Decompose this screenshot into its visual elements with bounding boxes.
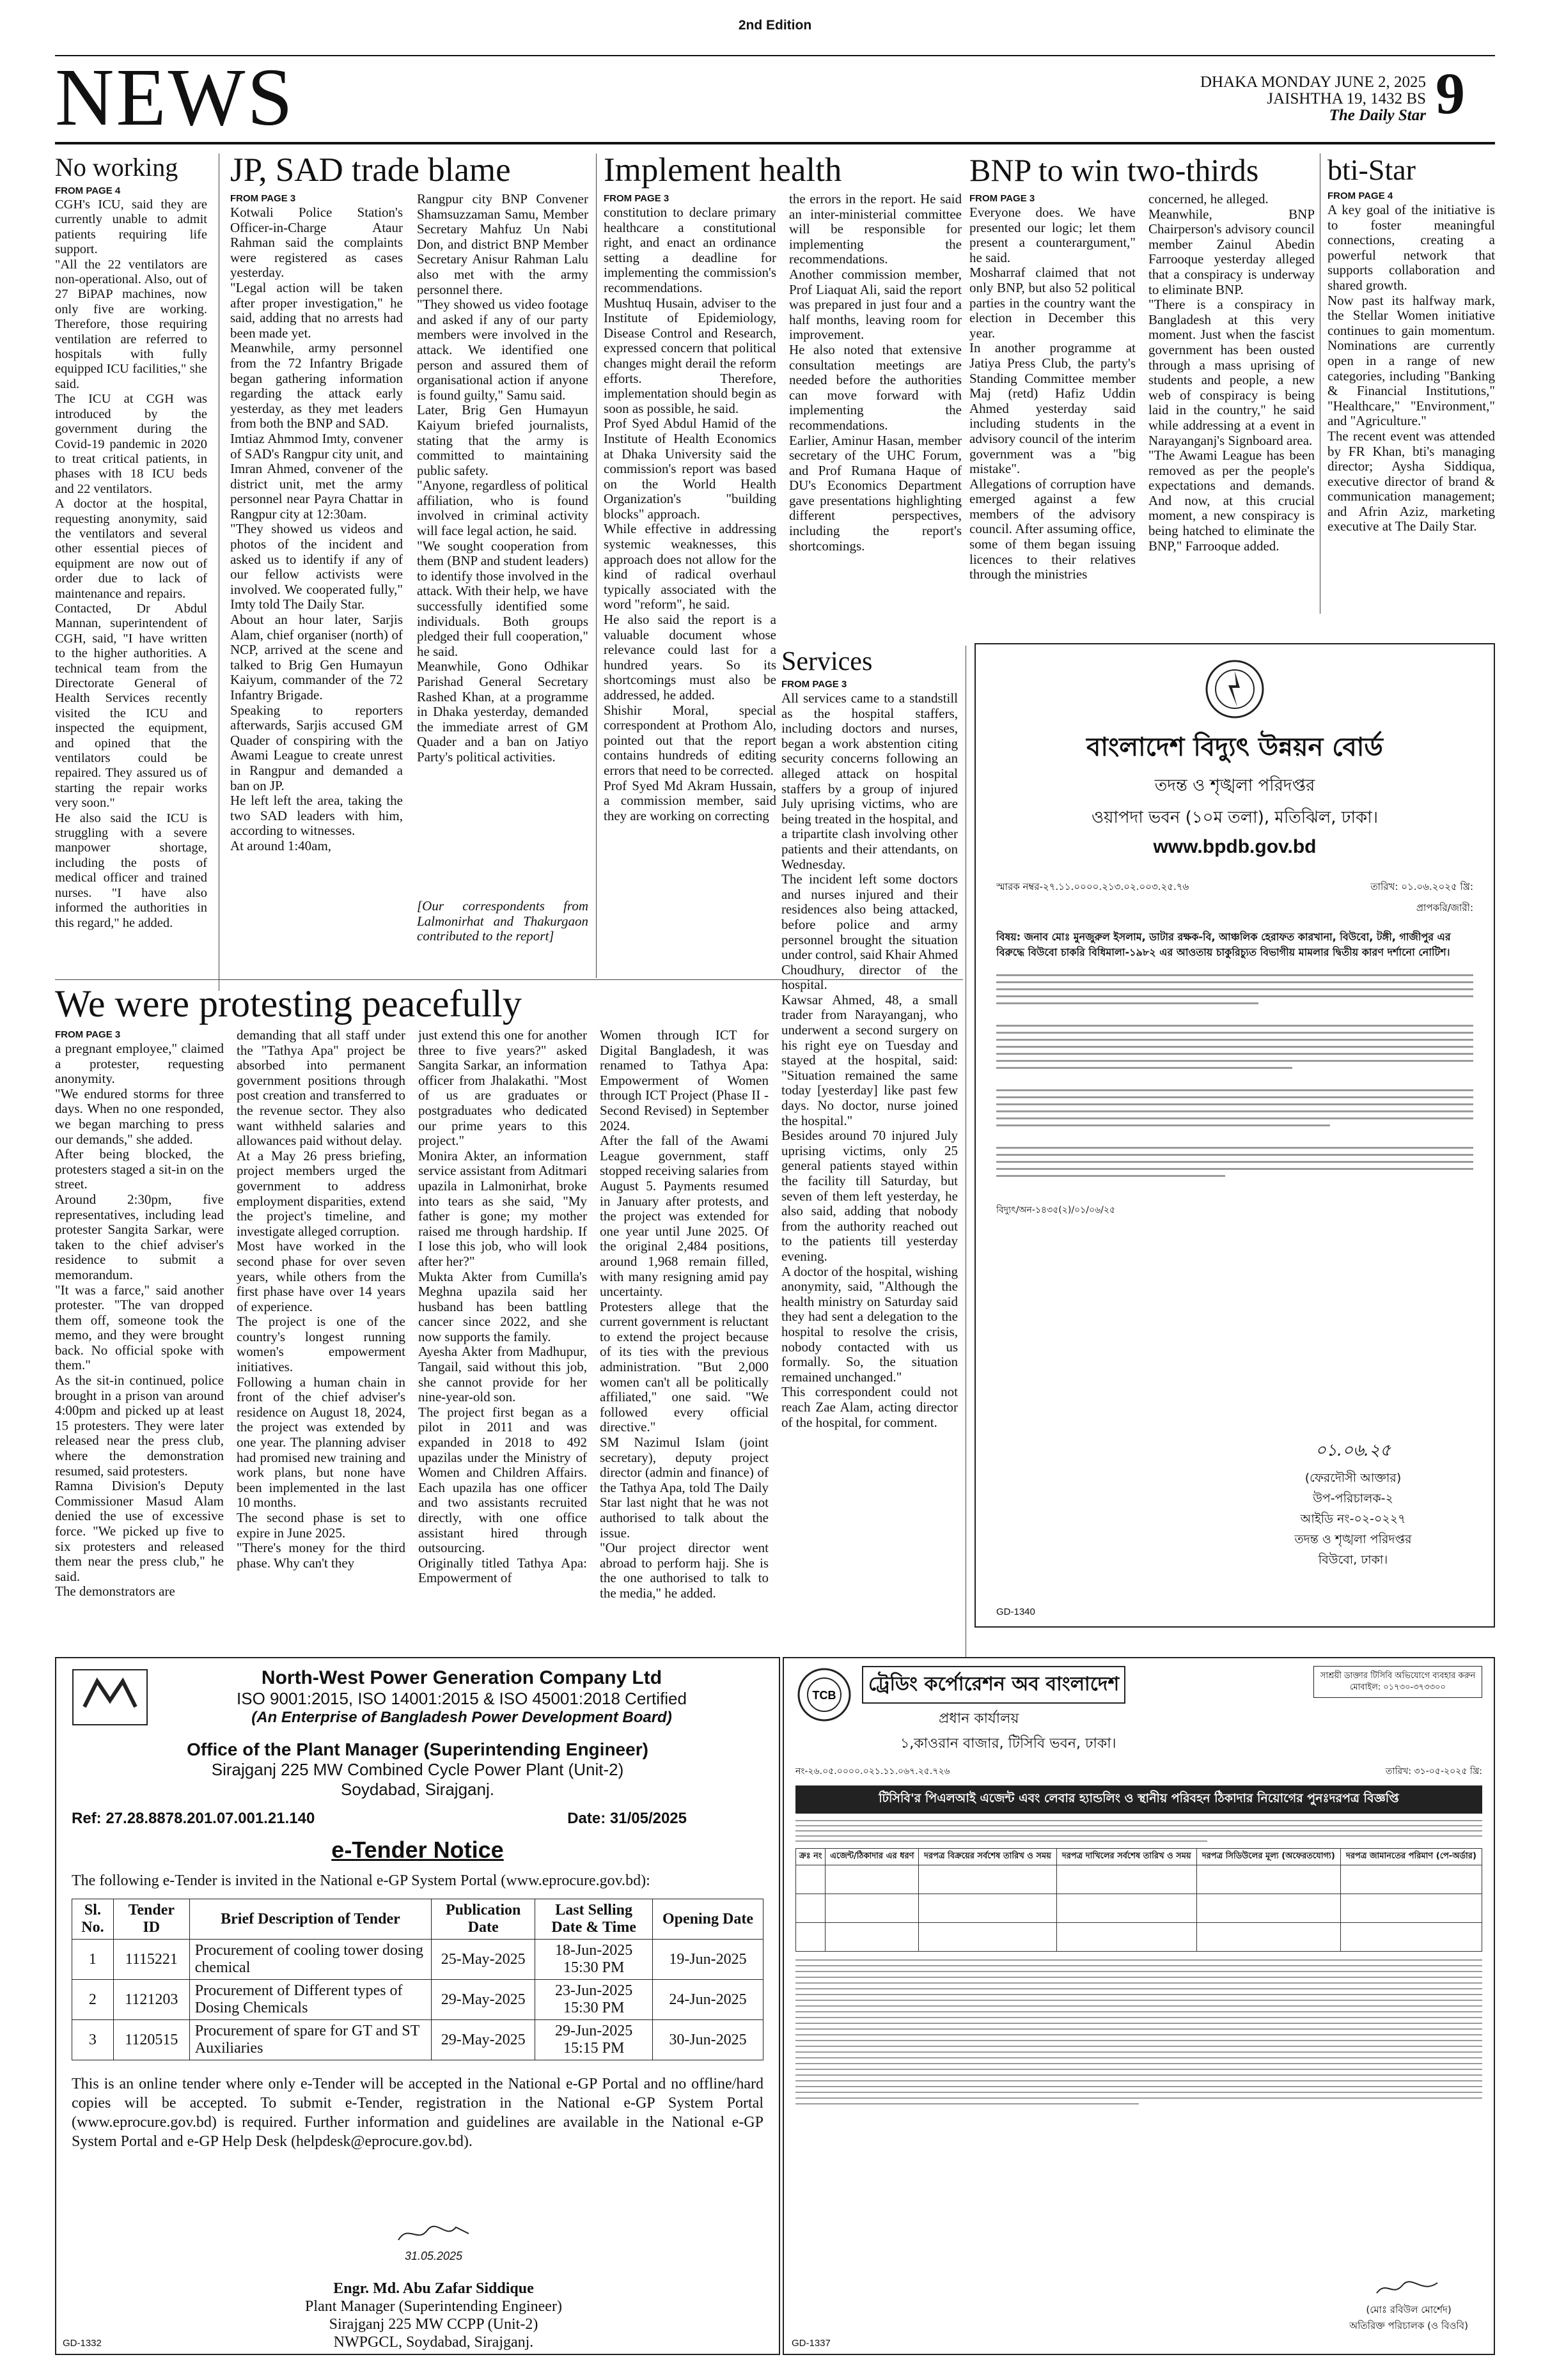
headline: No working: [55, 153, 178, 182]
text-line: [996, 1161, 1473, 1163]
article-no-working: [55, 151, 207, 1067]
article-body-col1: Kotwali Police Station's Officer-in-Charge Ataur Rahman said the complaints were registered as cases yesterday. "Legal action will be taken after proper investigation," he said, adding that no arrests had been made yet. Meanwhile, army personnel from the 72 Infantry Brigade began gathering information regarding the attack early yesterday, as they met leaders from both the BNP and SAD. Imtiaz Ahmmod Imty, convener of SAD's Rangpur city unit, and Imran Ahmed, convener of the district unit, met the army personnel near Payra Chattar in Rangpur city at 12:30am. "They showed us videos and photos of the incident and asked us to identify if any of our fellow activists were involved. We cooperated fully," Imty told The Daily Star. About an hour later, Sarjis Alam, chief organiser (north) of NCP, arrived at the scene and talked to Brig Gen Humayun Kaiyum, commander of the 72 Infantry Brigade. Speaking to reporters afterwards, Sarjis accused GM Quader of conspiring with the Awami League to create unrest in Rangpur and demanded a ban on JP. He left left the area, taking the two SAD leaders with him, according to witnesses. At around 1:40am,: [230, 205, 403, 853]
text-line: [996, 1067, 1292, 1069]
table-row: [72, 1980, 763, 2020]
headline: JP, SAD trade blame: [230, 152, 511, 189]
article-jp-sad: [230, 151, 588, 988]
website-link[interactable]: www.bpdb.gov.bd: [1153, 836, 1317, 857]
cell: 29-May-2025: [432, 1980, 535, 2020]
text-line: [795, 2017, 1482, 2018]
ad-code: GD-1340: [996, 1606, 1035, 1617]
svg-text:TCB: TCB: [812, 1689, 836, 1702]
cell: Procurement of cooling tower dosing chemical: [189, 1940, 431, 1980]
text-line: [795, 2046, 1482, 2047]
article-body-col2: the errors in the report. He said an inter-ministerial committee will be responsible for implementing the recommendations. Another commission member, Prof Liaquat Ali, said the report was prepared in just four and a half months, leaving room for improvement. He also noted that extensive consultation meetings are needed before the authorities can move forward with implementing the recommendations. Earlier, Aminur Hasan, member secretary of the UHC Forum, and Prof Rumana Haque of DU's Economics Department gave presentations highlighting different perspectives, including the report's shortcomings.: [789, 192, 962, 554]
article-body-col1: a pregnant employee," claimed a protester, requesting anonymity. "We endured storms for three days. When no one responded, we began marching to press our demands," she added. After being blocked, the protesters staged a sit-in on the street. Around 2:30pm, five representatives, including lead protester Sangita Sarkar, were taken to the chief adviser's residence to submit a memorandum. "It was a farce," said another protester. "The van dropped them off, someone took the memo, and they were brought back. No official spoke with them." As the sit-in continued, police brought in a prison van around 4:00pm and picked up at least 15 protesters. They were later released near the press club, where the demonstration resumed, said protesters. Ramna Division's Deputy Commissioner Masud Alam denied the use of excessive force. "We picked up five to six protesters and released them near the press club," he said. The demonstrators are: [55, 1041, 224, 1599]
text-line: [795, 1977, 1482, 1978]
signer-id: আইডি নং-০২-০২২৭: [1300, 1512, 1406, 1526]
address: ১,কাওরান বাজার, টিসিবি ভবন, ঢাকা।: [900, 1736, 1116, 1752]
tender-table: [72, 1899, 763, 2060]
engineer-block: [248, 2280, 619, 2351]
tender-footer-note: This is an online tender where only e-Tender will be accepted in the National e-GP Portal and no offline/hard copies will be accepted. To submit e-Tender, registration in the National e-GP System Portal (www.eprocure.gov.bd) is required. Further information and guidelines are available in the National e-GP System Portal and e-GP Help Desk (helpdesk@eprocure.gov.bd).: [72, 2076, 763, 2150]
text-line: [996, 1046, 1473, 1048]
signature-scribble-icon: [1374, 2278, 1444, 2299]
text-line: [795, 1825, 1482, 1826]
text-line: [795, 1988, 1482, 1989]
jump-label: FROM PAGE 4: [55, 185, 121, 196]
text-line: [996, 1032, 1473, 1034]
cell: 1: [72, 1940, 114, 1980]
col-header: Publication Date: [432, 1899, 535, 1940]
cell: 25-May-2025: [432, 1940, 535, 1980]
engineer-plant: Sirajganj 225 MW CCPP (Unit-2): [329, 2316, 538, 2333]
text-line: [795, 2103, 1139, 2104]
text-line: [795, 2028, 1482, 2030]
text-line: [795, 1835, 1482, 1837]
signer-title: অতিরিক্ত পরিচালক (ও বিওবি): [1349, 2320, 1468, 2331]
article-credit: [Our correspondents from Lalmonirhat and Thakurgaon contributed to the report]: [417, 898, 588, 944]
cell: 1115221: [113, 1940, 189, 1980]
text-line: [996, 1117, 1473, 1119]
notice-terms-lines: [795, 1959, 1482, 2104]
col-header: Sl. No.: [72, 1899, 114, 1940]
office-name: প্রধান কার্যালয়: [939, 1711, 1019, 1727]
signature-mark: [357, 2221, 510, 2263]
notice-intro-lines: [795, 1820, 1482, 1842]
col-header: Brief Description of Tender: [189, 1899, 431, 1940]
iso-certification: ISO 9001:2015, ISO 14001:2015 & ISO 45001:2018 Certified: [237, 1689, 687, 1708]
text-line: [996, 1039, 1473, 1041]
cell: 1121203: [113, 1980, 189, 2020]
cell: 23-Jun-2025 15:30 PM: [535, 1980, 653, 2020]
ad-code: GD-1332: [63, 2338, 102, 2349]
text-line: [795, 1820, 1482, 1821]
edition-label: 2nd Edition: [738, 18, 812, 33]
jump-label: FROM PAGE 3: [969, 193, 1035, 204]
signature-date: ০১.০৬.২৫: [1315, 1441, 1391, 1460]
col-header: ক্রঃ নং: [796, 1849, 826, 1865]
text-line: [996, 1175, 1225, 1177]
memo-number: নং-২৬.০৫.০০০০.০২১.১১.০৬৭.২৫.৭২৬: [795, 1766, 950, 1777]
nwpgcl-tender-ad: [55, 1657, 780, 2355]
cell: 29-May-2025: [432, 2020, 535, 2060]
signature-block: [1257, 1437, 1449, 1571]
signer-name: (ফেরদৌসী আক্তার): [1304, 1471, 1402, 1485]
text-line: [996, 995, 1473, 997]
nwpgcl-logo-icon: [72, 1668, 148, 1726]
article-body-col3: just extend this one for another three to five years?" asked Sangita Sarkar, an information officer from Jhalakathi. "Most of us are graduates or postgraduates who dedicated our prime years to this project." Monira Akter, an information service assistant from Aditmari upazila in Lalmonirhat, broke into tears as she said, "My father is gone; my mother raised me through hardship. If I lose this job, who will look after her?" Mukta Akter from Cumilla's Meghna upazila said her husband has been battling cancer since 2022, and she now supports the family. Ayesha Akter from Madhupur, Tangail, said without this job, she cannot provide for her nine-year-old son. The project first began as a pilot in 2011 and was expanded in 2018 to 492 upazilas under the Ministry of Women and Children Affairs. Each upazila has one officer and two assistants recruited directly, with one office assistant hired through outsourcing. Originally titled Tathya Apa: Empowerment of: [418, 1028, 587, 1586]
text-line: [795, 1830, 1482, 1832]
memo-date: তারিখ: ০১.০৬.২০২৫ খ্রি:: [1370, 881, 1473, 892]
table-row: [72, 2020, 763, 2060]
table-header-row: [796, 1849, 1482, 1865]
text-line: [996, 1147, 1473, 1149]
column-divider: [596, 153, 597, 978]
header-rule-bottom: [55, 142, 1495, 144]
col-header: দরপত্র সিডিউলের মূল্য (অফেরতযোগ্য): [1196, 1849, 1340, 1865]
tcb-logo-icon: [795, 1666, 853, 1723]
text-line: [996, 1168, 1473, 1170]
cell: 3: [72, 2020, 114, 2060]
text-line: [996, 1103, 1473, 1105]
jump-label: FROM PAGE 3: [781, 679, 847, 690]
engineer-title: Plant Manager (Superintending Engineer): [305, 2298, 562, 2315]
cell: 30-Jun-2025: [653, 2020, 763, 2060]
headline: bti-Star: [1327, 153, 1416, 186]
text-line: [795, 2011, 1482, 2012]
address: ওয়াপদা ভবন (১০ম তলা), মতিঝিল, ঢাকা।: [1091, 808, 1379, 827]
headline: Implement health: [604, 152, 842, 189]
text-line: [795, 2069, 1482, 2070]
notice-subject: বিষয়: জনাব মোঃ মুনজুরুল ইসলাম, ডাটার রক্ষক-বি, আঞ্চলিক হেরাফত কারখানা, বিউবো, টঙ্গী, গাজীপুর এর বিরুদ্ধে বিউবো চাকরি বিধিমালা-১৯৮২ এর আওতায় চাকুরিচ্যুত বিভাগীয় মামলার দ্বিতীয় কারণ দর্শানো নোটিশ।: [996, 931, 1451, 958]
signature-scribble-icon: [395, 2221, 472, 2246]
tender-intro: The following e-Tender is invited in the National e-GP System Portal (www.eprocure.gov.bd):: [72, 1872, 650, 1889]
text-line: [795, 2005, 1482, 2007]
text-line: [996, 988, 1473, 990]
article-protesting: [55, 982, 959, 1655]
text-line: [795, 1994, 1482, 1995]
text-line: [996, 1002, 1258, 1004]
enterprise-note: (An Enterprise of Bangladesh Power Development Board): [251, 1709, 672, 1726]
memo-number: স্মারক নম্বর-২৭.১১.০০০০.২১৩.০২.০০৩.২৫.৭৬: [996, 881, 1189, 892]
text-line: [795, 2080, 1482, 2081]
text-line: [795, 1965, 1482, 1966]
tcb-tender-table: [795, 1848, 1482, 1952]
text-line: [795, 2000, 1482, 2001]
text-line: [795, 2040, 1482, 2041]
text-line: [996, 1089, 1473, 1091]
table-row: [796, 1894, 1482, 1923]
col-header: Tender ID: [113, 1899, 189, 1940]
cell: 29-Jun-2025 15:15 PM: [535, 2020, 653, 2060]
tcb-notice-ad: [783, 1657, 1495, 2355]
cell: 1120515: [113, 2020, 189, 2060]
signer-name: (মোঃ রবিউল মোর্শেদ): [1366, 2304, 1452, 2315]
org-name: ট্রেডিং কর্পোরেশন অব বাংলাদেশ: [862, 1666, 1125, 1704]
col-header: দরপত্র দাখিলের সর্বশেষ তারিখ ও সময়: [1056, 1849, 1196, 1865]
bpdb-logo-icon: [1204, 658, 1265, 720]
engineer-org: NWPGCL, Soydabad, Sirajganj.: [333, 2334, 534, 2351]
signer-title: উপ-পরিচালক-২: [1313, 1491, 1393, 1505]
company-name: North-West Power Generation Company Ltd: [261, 1667, 662, 1688]
headline: We were protesting peacefully: [55, 983, 522, 1025]
col-header: Opening Date: [653, 1899, 763, 1940]
cell: 24-Jun-2025: [653, 1980, 763, 2020]
memo-date: তারিখ: ৩১-০৫-২০২৫ খ্রি:: [1385, 1766, 1482, 1777]
text-line: [996, 1110, 1473, 1112]
text-line: [795, 2074, 1482, 2076]
text-line: [996, 1060, 1473, 1062]
cell: 2: [72, 1980, 114, 2020]
text-line: [996, 1124, 1330, 1126]
paper-name: The Daily Star: [1329, 107, 1426, 124]
article-body-col2: demanding that all staff under the "Tathya Apa" project be absorbed into permanent government positions through post creation and transferred to the revenue sector. They also want withheld salaries and allowances paid without delay. At a May 26 press briefing, project members urged the government to address employment disparities, extend the project's timeline, and investigate alleged corruption. Most have worked in the second phase for over seven years, while others from the first phase have over 14 years of experience. The project is one of the country's longest running women's empowerment initiatives. Following a human chain in front of the chief adviser's residence on August 18, 2024, the project was extended by one year. The planning adviser had promised new training and work plans, but none have been implemented in the last 10 months. The second phase is set to expire in June 2025. "There's money for the third phase. Why can't they: [237, 1028, 405, 1571]
text-line: [795, 2057, 1482, 2058]
table-header-row: [72, 1899, 763, 1940]
table-row: [796, 1923, 1482, 1952]
signature-reference: বিদ্যুৎ/অন-১৪৩৫(২)/০১/০৬/২৫: [996, 1205, 1116, 1215]
cell: 18-Jun-2025 15:30 PM: [535, 1940, 653, 1980]
jump-label: FROM PAGE 4: [1327, 191, 1393, 201]
article-bti-star: [1327, 151, 1495, 612]
office-name: Office of the Plant Manager (Superintending Engineer): [187, 1739, 648, 1759]
engineer-name: Engr. Md. Abu Zafar Siddique: [333, 2280, 534, 2297]
text-line: [795, 2063, 1482, 2064]
text-line: [996, 981, 1473, 983]
tender-date: Date: 31/05/2025: [567, 1810, 687, 1827]
table-row: [796, 1865, 1482, 1894]
cell: 19-Jun-2025: [653, 1940, 763, 1980]
ad-code: GD-1337: [792, 2338, 831, 2349]
signer-organization: বিউবো, ঢাকা।: [1318, 1553, 1388, 1567]
org-name: বাংলাদেশ বিদ্যুৎ উন্নয়ন বোর্ড: [1086, 733, 1383, 762]
date-line: DHAKA MONDAY JUNE 2, 2025: [1200, 74, 1426, 91]
text-line: [795, 1982, 1482, 1984]
jump-label: FROM PAGE 3: [604, 193, 669, 204]
helpline-box: সাশ্রয়ী ডাক্তার টিসিবি অভিযোগে ব্যবহার করুন মোবাইল: ০১৭৩০-৩৭৩৩০০: [1313, 1666, 1482, 1698]
page-number: 9: [1436, 61, 1465, 126]
table-row: [72, 1940, 763, 1980]
text-line: [996, 1025, 1473, 1027]
col-header: Last Selling Date & Time: [535, 1899, 653, 1940]
article-body: All services came to a standstill as the hospital staffers, including doctors and nurses, began a work abstention citing security concerns following an alleged attack on hospital staffers by a group of injured July uprising victims, who are being treated in the hospital, and a tripartite clash involving other patients and their attendants, on Wednesday. The incident left some doctors and nurses injured and their residences also being attacked, before police and army personnel brought the situation under control, said Khair Ahmed Choudhury, director of the hospital. Kawsar Ahmed, 48, a small trader from Narayanganj, who underwent a second surgery on his right eye on Tuesday and stayed at the hospital, said: "Situation remained the same today [yesterday] like past few days. No doctor, nurse joined the hospital." Besides around 70 injured July uprising victims, only 25 general patients stayed within the facility till Saturday, but seven of them left yesterday, he also said, adding that nobody from the authority reached out to the patients till yesterday evening. A doctor of the hospital, wishing anonymity, said, "Although the health ministry on Saturday said they had sent a delegation to the hospital to resolve the crisis, nobody contacted with us formally. So, the situation remained unchanged." This correspondent could not reach Zae Alam, acting director of the hospital, for comment.: [781, 691, 958, 1430]
article-body: CGH's ICU, said they are currently unable to admit patients requiring life support. "All the 22 ventilators are non-operational. Also, out of 27 BiPAP machines, now only five are working. Therefore, those requiring ventilation are referred to hospitals with fully equipped ICU facilities," she said. The ICU at CGH was introduced by the government during the Covid-19 pandemic in 2020 to treat critical patients, in phases with 18 ICU beds and 22 ventilators. A doctor at the hospital, requesting anonymity, said the ventilators and several other essential pieces of equipment are now out of order due to lack of maintenance and repairs. Contacted, Dr Abdul Mannan, superintendent of CGH, said, "I have written to the higher authorities. A technical team from the Directorate General of Health Services recently visited the ICU and inspected the equipment, and opined that the ventilators could be repaired. They assured us of starting the repair works very soon." He also said the ICU is struggling with a severe manpower shortage, including the posts of medical officer and trained nurses. "I have also informed the authorities in this regard," he added.: [55, 198, 207, 930]
text-line: [996, 1154, 1473, 1156]
tender-heading: e-Tender Notice: [331, 1837, 504, 1863]
signature-date: 31.05.2025: [404, 2250, 463, 2262]
signer-department: তদন্ত ও শৃঙ্খলা পরিদপ্তর: [1294, 1532, 1412, 1546]
article-body-col2: concerned, he alleged. Meanwhile, BNP Chairperson's advisory council member Zainul Abedin Farrooque yesterday alleged that a conspiracy is underway to eliminate BNP. "There is a conspiracy in Bangladesh at this very moment. Just when the fascist government has been ousted through a mass uprising of students and people, a new web of conspiracy is being laid in the country," he said while addressing at a event in Narayanganj's Signboard area. "The Awami League has been removed as per the people's expectations and demands. And now, at this crucial moment, a new conspiracy is being hatched to eliminate the BNP," Farrooque added.: [1148, 192, 1315, 554]
text-line: [795, 1971, 1482, 1972]
cell: Procurement of Different types of Dosing Chemicals: [189, 1980, 431, 2020]
reference-number: Ref: 27.28.8878.201.07.001.21.140: [72, 1810, 315, 1827]
text-line: [795, 2023, 1482, 2024]
department: তদন্ত ও শৃঙ্খলা পরিদপ্তর: [1154, 776, 1315, 795]
text-line: [795, 2092, 1482, 2093]
plant-location: Soydabad, Sirajganj.: [341, 1780, 494, 1799]
recipient-note: প্রাপকরি/জারী:: [1416, 902, 1473, 914]
headline: BNP to win two-thirds: [969, 152, 1259, 188]
section-masthead: NEWS: [55, 52, 295, 143]
jump-label: FROM PAGE 3: [55, 1029, 121, 1040]
col-header: দরপত্র জামানতের পরিমাণ (পে-অর্ডার): [1340, 1849, 1482, 1865]
plant-name: Sirajganj 225 MW Combined Cycle Power Plant (Unit-2): [211, 1760, 624, 1779]
text-line: [795, 2034, 1482, 2035]
article-bnp: [969, 151, 1315, 639]
article-body-col2: Rangpur city BNP Convener Shamsuzzaman Samu, Member Secretary Mahfuz Un Nabi Don, and district BNP Member Secretary Anisur Rahman Lalu also met with the army personnel there. "They showed us video footage and asked if any of our party members were involved in the attack. We identified one person and assured them of organisational action if anyone is found guilty," Samu said. Later, Brig Gen Humayun Kaiyum briefed journalists, stating that the army is committed to maintaining public safety. "Anyone, regardless of political affiliation, who is found involved in criminal activity will face legal action, he said. "We sought cooperation from them (BNP and student leaders) to identify those involved in the attack. With their help, we have successfully identified some individuals. Both groups pledged their full cooperation," he said. Meanwhile, Gono Odhikar Parishad General Secretary Rashed Khan, at a programme in Dhaka yesterday, demanded the immediate arrest of GM Quader and a ban on Jatiyo Party's political activities.: [417, 192, 588, 765]
text-line: [795, 2086, 1482, 2087]
section-rule: [55, 979, 963, 980]
text-line: [795, 1959, 1482, 1961]
text-line: [996, 1053, 1473, 1055]
col-header: এজেন্ট/ঠিকাদার এর ধরণ: [826, 1849, 919, 1865]
text-line: [795, 1840, 1207, 1842]
bangla-date: JAISHTHA 19, 1432 BS: [1267, 90, 1426, 107]
article-body-col1: Everyone does. We have presented our logic; let them present a counterargument," he said. Mosharraf claimed that not only BNP, but also 52 political parties in the country want the election in December this year. In another programme at Jatiya Press Club, the party's Standing Committee member Maj (retd) Hafiz Uddin Ahmed yesterday said including students in the advisory council of the interim government was a "big mistake". Allegations of corruption have emerged against a few members of the advisory council. After assuming office, some of them began issuing licences to their relatives through the ministries: [969, 205, 1136, 582]
text-line: [996, 1096, 1473, 1098]
text-line: [795, 2051, 1482, 2053]
bpdb-notice-ad: [975, 643, 1495, 1628]
text-line: [795, 2097, 1482, 2099]
signature-block: [1349, 2278, 1468, 2335]
headline: Services: [781, 647, 873, 676]
cell: Procurement of spare for GT and ST Auxiliaries: [189, 2020, 431, 2060]
notice-body-lines: [996, 974, 1473, 1177]
jump-label: FROM PAGE 3: [230, 193, 296, 204]
notice-headline: টিসিবি'র পিএলআই এজেন্ট এবং লেবার হ্যান্ডলিং ও স্থানীয় পরিবহন ঠিকাদার নিয়োগের পুনঃদরপত্র বিজ্ঞপ্তি: [795, 1785, 1482, 1814]
dateline: [1151, 74, 1426, 124]
text-line: [996, 974, 1473, 976]
article-body: A key goal of the initiative is to foster meaningful connections, creating a powerful network that supports collaboration and shared growth. Now past its halfway mark, the Stellar Women initiative continues to gain momentum. Nominations are currently open in a range of new categories, including "Banking & Financial Institutions," "Healthcare," "Environment," and "Agriculture." The recent event was attended by FR Khan, bti's managing director; Aysha Siddiqua, executive director of brand & communication management; and Afrin Aziz, marketing executive at The Daily Star.: [1327, 203, 1495, 534]
article-body-col1: constitution to declare primary healthcare a constitutional right, and enact an ordinance setting a deadline for implementing the commission's recommendations. Mushtuq Husain, adviser to the Institute of Epidemiology, Disease Control and Research, expressed concern that political changes might derail the reform efforts. Therefore, implementation should begin as soon as possible, he said. Prof Syed Abdul Hamid of the Institute of Health Economics at Dhaka University said the commission's report was based on the World Health Organization's "building blocks" approach. While effective in addressing systemic weaknesses, this approach does not allow for the kind of radical overhaul typically associated with the word "reform", he said. He also said the report is a valuable document whose relevance could last for a hundred years. So its shortcomings must also be addressed, he added. Shishir Moral, special correspondent at Prothom Alo, pointed out that the report contains hundreds of editing errors that need to be corrected. Prof Syed Md Akram Hussain, a commission member, said they are working on correcting: [604, 205, 776, 823]
article-body-col4: Women through ICT for Digital Bangladesh, it was renamed to Tathya Apa: Empowerment of Women through ICT Project (Phase II - Second Revised) in September 2024. After the fall of the Awami League government, staff stopped receiving salaries from August 5. Payments resumed in January after protests, and the project was extended for one year until June 2025. Of the original 2,484 positions, around 1,968 remain filled, with many resigning amid pay uncertainty. Protesters allege that the current government is reluctant to extend the project because of its ties with the previous administration. "But 2,000 women can't all be politically affiliated," one said. "We followed every official directive." SM Nazimul Islam (joint secretary), deputy project director (admin and finance) of the Tathya Apa, told The Daily Star last night that he was not authorised to talk about the issue. "Our project director went abroad to perform hajj. She is the one authorised to talk to the media," he added.: [600, 1028, 769, 1601]
col-header: দরপত্র বিক্রয়ের সর্বশেষ তারিখ ও সময়: [919, 1849, 1057, 1865]
